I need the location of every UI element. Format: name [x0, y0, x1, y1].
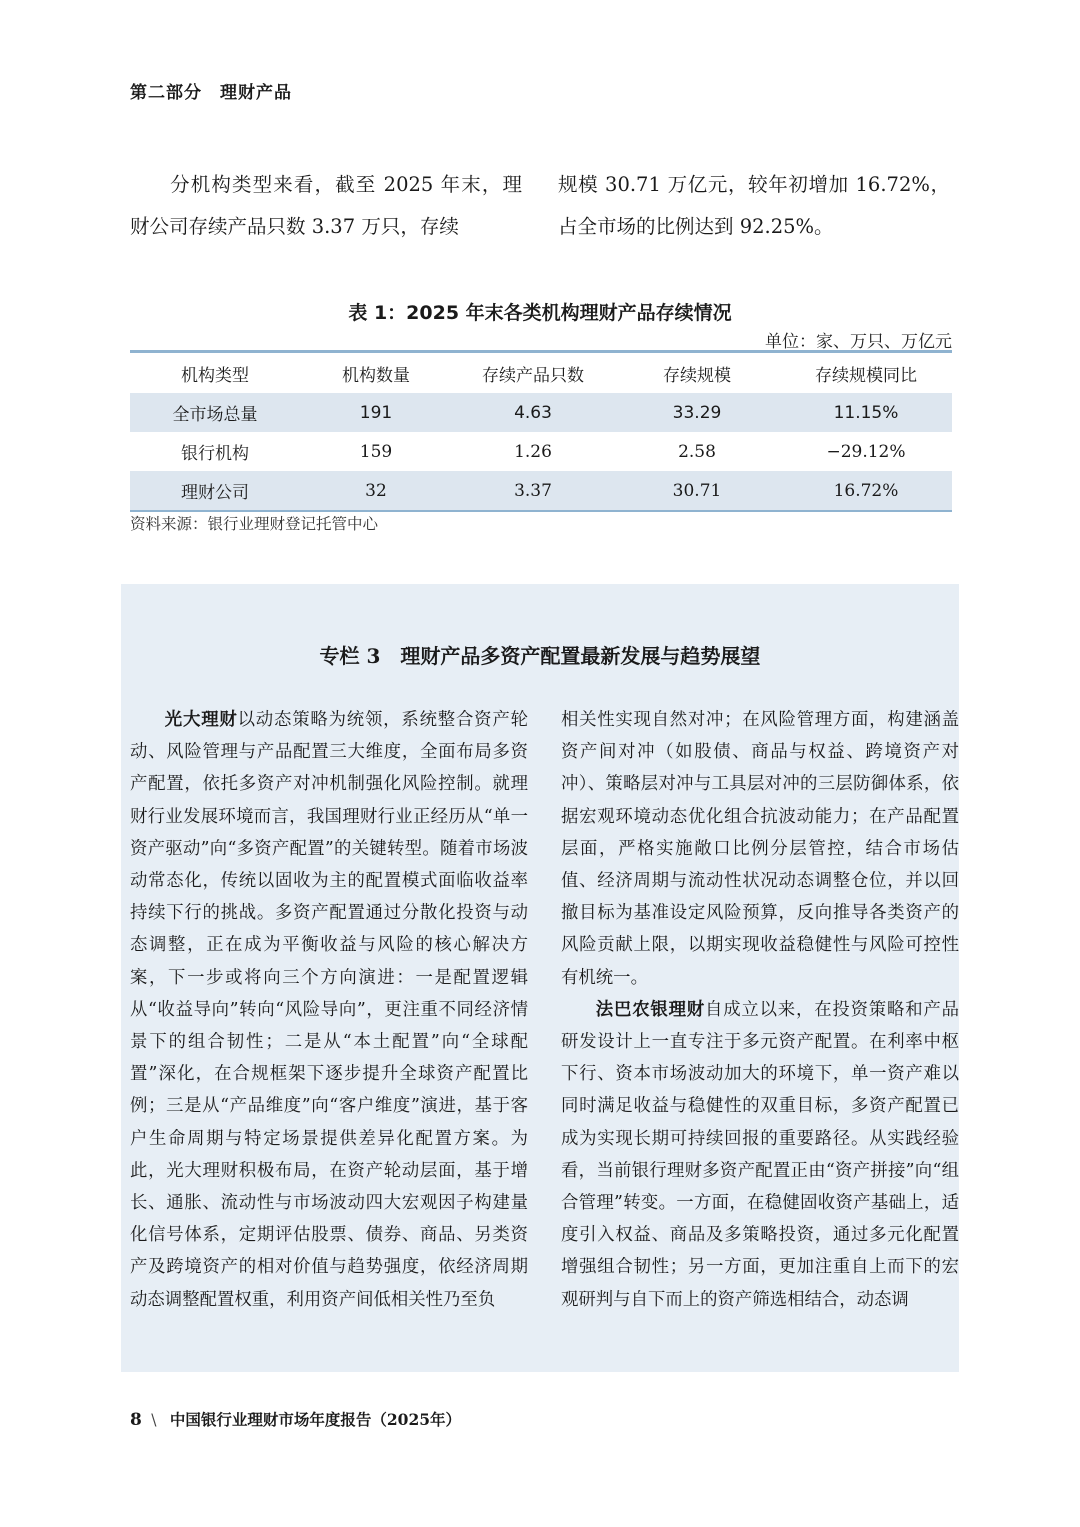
special-column-box [121, 584, 959, 1372]
column-header: 存续产品只数 [482, 365, 584, 386]
footer-separator: \ [151, 1411, 157, 1429]
table-cell: 191 [300, 393, 452, 432]
column-header: 存续规模 [663, 365, 731, 386]
intro-left-text: 分机构类型来看，截至 2025 年末，理财公司存续产品只数 3.37 万只，存续 [130, 173, 522, 238]
institution-name: 光大理财 [164, 710, 238, 730]
table-cell: 银行机构 [181, 444, 249, 464]
column-header: 机构数量 [342, 365, 410, 386]
table-cell: 32 [300, 471, 452, 511]
intro-paragraph-right: 规模 30.71 万亿元，较年初增加 16.72%，占全市场的比例达到 92.25%。 [558, 173, 950, 238]
data-table [130, 350, 952, 512]
column-header: 机构类型 [181, 365, 249, 386]
table-cell: 16.72% [780, 471, 952, 511]
box-column-right [561, 704, 959, 1316]
page-number: 8 [130, 1410, 142, 1430]
institution-name: 法巴农银理财 [595, 999, 705, 1020]
table-cell: 4.63 [452, 393, 614, 432]
table-cell: 2.58 [678, 441, 716, 462]
table-cell: 33.29 [614, 393, 780, 432]
table-cell: 30.71 [614, 471, 780, 511]
paragraph-text: 以动态策略为统领，系统整合资产轮动、风险管理与产品配置三大维度，全面布局多资产配置，依托多资产对冲机制强化风险控制。就理财行业发展环境而言，我国理财行业正经历从“单一资产驱动”向“多资产配置”的关键转型。随着市场波动常态化，传统以固收为主的配置模式面临收益率持续下行的挑战。多资产配置通过分散化投资与动态调整，正在成为平衡收益与风险的核心解决方案，下一步或将向三个方向演进：一是配置逻辑从“收益导向”转向“风险导向”，更注重不同经济情景下的组合韧性；二是从“本土配置”向“全球配置”深化，在合规框架下逐步提升全球资产配置比例；三是从“产品维度”向“客户维度”演进，基于客户生命周期与特定场景提供差异化配置方案。为此，光大理财积极布局，在资产轮动层面，基于增长、通胀、流动性与市场波动四大宏观因子构建量化信号体系，定期评估股票、债券、商品、另类资产及跨境资产的相对价值与趋势强度，依经济周期动态调整配置权重，利用资产间低相关性乃至负 [130, 710, 528, 1310]
table-row [130, 432, 952, 471]
table-title: 表 1：2025 年末各类机构理财产品存续情况 [348, 302, 732, 324]
table-row [130, 393, 952, 432]
column-header: 存续规模同比 [815, 365, 917, 386]
paragraph-text: 自成立以来，在投资策略和产品研发设计上一直专注于多元资产配置。在利率中枢下行、资本市场波动加大的环境下，单一资产难以同时满足收益与稳健性的双重目标，多资产配置已成为实现长期可持续回报的重要路径。从实践经验看，当前银行理财多资产配置正由“资产拼接”向“组合管理”转变。一方面，在稳健固收资产基础上，适度引入权益、商品及多策略投资，通过多元化配置增强组合韧性；另一方面，更加注重自上而下的宏观研判与自下而上的资产筛选相结合，动态调 [561, 999, 959, 1310]
table-cell: 1.26 [514, 441, 552, 462]
table-row [130, 471, 952, 511]
table-source-note: 资料来源：银行业理财登记托管中心 [130, 515, 379, 533]
table-cell: 全市场总量 [130, 393, 300, 432]
box-paragraph: 相关性实现自然对冲；在风险管理方面，构建涵盖资产间对冲（如股债、商品与权益、跨境资产对冲）、策略层对冲与工具层对冲的三层防御体系，依据宏观环境动态优化组合抗波动能力；在产品配置层面，严格实施敞口比例分层管控，结合市场估值、经济周期与流动性状况动态调整仓位，并以回撤目标为基准设定风险预算，反向推导各类资产的风险贡献上限，以期实现收益稳健性与风险可控性有机统一。 [561, 710, 959, 988]
intro-paragraph-left [130, 164, 522, 248]
box-paragraph [130, 704, 528, 1316]
box-paragraph [561, 994, 959, 1316]
report-title: 中国银行业理财市场年度报告（2025年） [169, 1410, 462, 1429]
table-cell: −29.12% [826, 441, 906, 462]
box-column-left [130, 704, 528, 1316]
table-cell: 理财公司 [130, 471, 300, 511]
table-unit: 单位：家、万只、万亿元 [765, 332, 952, 352]
box-title: 专栏 3 理财产品多资产配置最新发展与趋势展望 [319, 644, 761, 668]
page-footer [130, 1408, 461, 1430]
table-header-row [130, 352, 952, 394]
table-cell: 3.37 [452, 471, 614, 511]
section-header: 第二部分 理财产品 [130, 83, 292, 103]
table-cell: 11.15% [780, 393, 952, 432]
table-cell: 159 [359, 441, 393, 462]
